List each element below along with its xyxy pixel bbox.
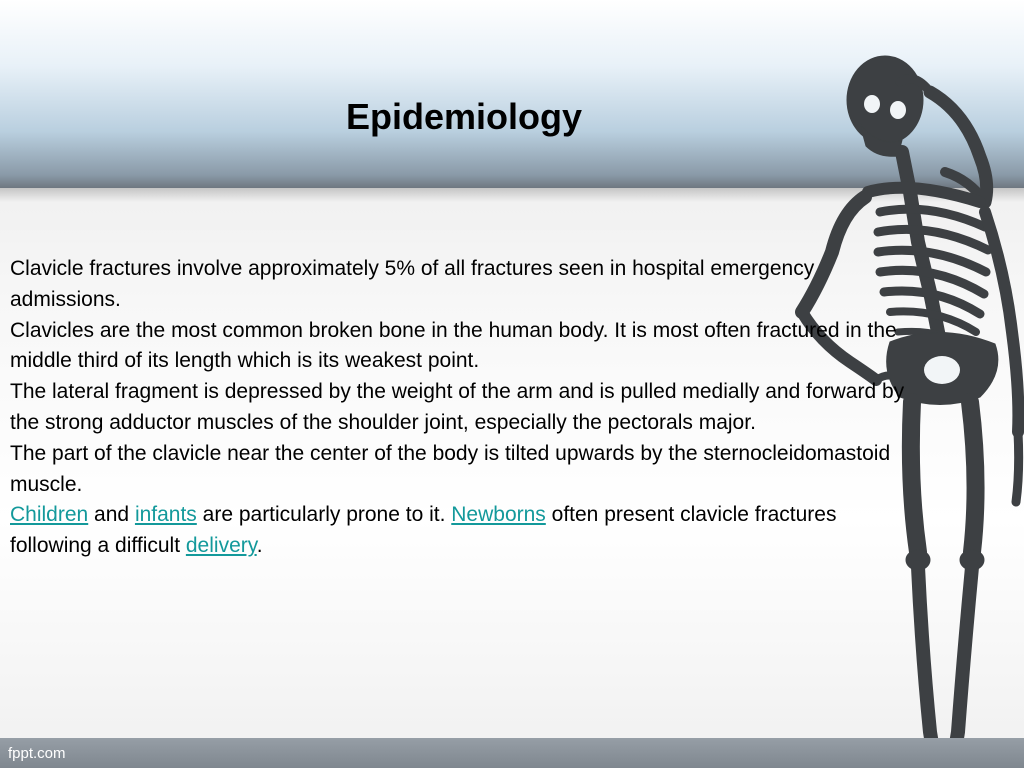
- link-delivery[interactable]: delivery: [185, 534, 257, 558]
- link-newborns[interactable]: Newborns: [451, 503, 546, 527]
- paragraph: Clavicles are the most common broken bone in the human body. It is most often fractured in the middle third of its length which is its weakest point.: [10, 318, 897, 373]
- paragraph-with-links: [10, 500, 920, 562]
- slide-title: Epidemiology: [346, 96, 583, 137]
- paragraph-text: .: [256, 534, 263, 558]
- paragraph-text: are particularly prone to it.: [196, 503, 452, 527]
- paragraph: The lateral fragment is depressed by the weight of the arm and is pulled medially and forward by the strong adductor muscles of the shoulder joint, especially the pectorals major.: [10, 380, 905, 434]
- paragraph-text: often present clavicle fractures following a difficult: [10, 503, 837, 558]
- paragraph-text: and: [88, 503, 135, 527]
- paragraph: Clavicle fractures involve approximately 5% of all fractures seen in hospital emergency admissions.: [10, 257, 815, 311]
- slide-body: [10, 254, 920, 562]
- link-infants[interactable]: infants: [134, 503, 197, 527]
- footer-band: [0, 738, 1024, 768]
- paragraph: The part of the clavicle near the center of the body is tilted upwards by the sternocleidomastoid muscle.: [10, 441, 891, 496]
- link-children[interactable]: Children: [10, 503, 89, 527]
- footer-brand: fppt.com: [8, 745, 66, 762]
